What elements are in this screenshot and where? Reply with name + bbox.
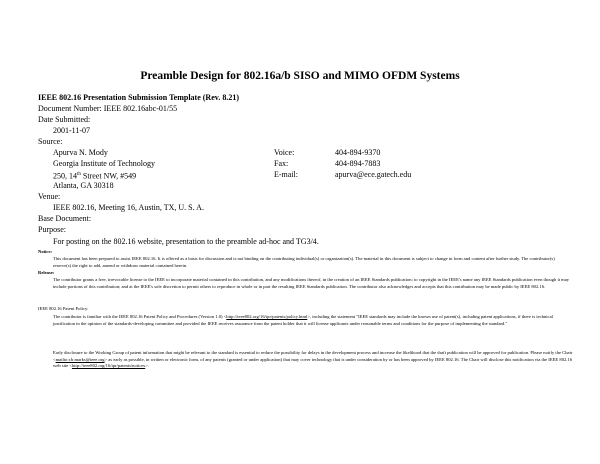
voice-value: 404-894-9370 bbox=[335, 148, 381, 157]
patent-policy-label: IEEE 802.16 Patent Policy: bbox=[38, 306, 89, 311]
source-city: Atlanta, GA 30318 bbox=[53, 181, 114, 190]
patent-policy-link[interactable]: http://ieee802.org/16/ipr/patents/policy.html bbox=[226, 314, 308, 319]
disclosure-text-1: Early disclosure to the Working Group of patent information that might be relevant to the standard is essential to reduce the possibility for delays in the development process and increase the likelihood that the draft publication will be approved for publication. Please notify the Chair < bbox=[53, 350, 573, 362]
venue-label: Venue: bbox=[38, 192, 61, 201]
address-superscript: th bbox=[77, 172, 81, 177]
source-organization: Georgia Institute of Technology bbox=[53, 159, 156, 168]
document-number: Document Number: IEEE 802.16abc-01/55 bbox=[38, 104, 178, 113]
email-value[interactable]: apurva@ece.gatech.edu bbox=[335, 170, 412, 179]
disclosure-text-2: > as early as possible, in written or electronic form, of any patents (granted or under application) that may cover technology that is under consideration by or has been approved by IEEE 802.16. The Chair will disclose this notification via the IEEE 802.16 web site < bbox=[53, 356, 573, 368]
venue-value: IEEE 802.16, Meeting 16, Austin, TX, U. S. A. bbox=[53, 203, 204, 212]
date-submitted-value: 2001-11-07 bbox=[53, 126, 91, 135]
release-label: Release: bbox=[38, 270, 55, 275]
address-number: 250, 14 bbox=[53, 171, 77, 181]
chair-email-link[interactable]: mailto:r.b.marks@ieee.org bbox=[55, 356, 105, 362]
template-title: IEEE 802.16 Presentation Submission Template (Rev. 8.21) bbox=[38, 93, 239, 102]
patent-text-2: >, including the statement "IEEE standards may include the known use of patent(s), including patent applications, if there is technical justification in the opinion of the standards-developing committee and provided the IEEE receives assurance from the patent holder that it will license applicants under reasonable terms and conditions for the purpose of implementing the standard." bbox=[53, 314, 553, 326]
voice-label: Voice: bbox=[274, 148, 295, 157]
address-street: Street NW, #549 bbox=[80, 171, 137, 181]
fax-value: 404-894-7883 bbox=[335, 159, 381, 168]
patent-policy-paragraph bbox=[53, 314, 573, 327]
patent-text-1: The contributor is familiar with the IEEE 802.16 Patent Policy and Procedures (Version 1.0) < bbox=[53, 314, 227, 319]
notice-text: This document has been prepared to assist IEEE 802.16. It is offered as a basis for discussion and is not binding on the contributing individual(s) or organization(s). The material in this document is subject to change in form and content after further study. The contributor(s) reserve(s) the right to add, amend or withdraw material contained herein. bbox=[53, 256, 555, 268]
base-document-label: Base Document: bbox=[38, 214, 92, 223]
fax-label: Fax: bbox=[274, 159, 289, 168]
notice-label: Notice: bbox=[38, 249, 53, 254]
source-label: Source: bbox=[38, 137, 63, 146]
patent-notices-link[interactable]: http://ieee802.org/16/ipr/patents/notices bbox=[71, 363, 146, 368]
date-submitted-label: Date Submitted: bbox=[38, 115, 91, 124]
source-name: Apurva N. Mody bbox=[53, 148, 108, 157]
release-text: The contributor grants a free, irrevocable license to the IEEE to incorporate material contained in this contribution, and any modifications thereof, in the creation of an IEEE Standards publication; to copyright in the IEEE's name any IEEE Standards publication even though it may include portions of this contribution; and at the IEEE's sole discretion to permit others to reproduce in whole or in part the resulting IEEE Standards publication. The contributor also acknowledges and accepts that this contribution may be made public by IEEE 802.16. bbox=[53, 277, 570, 289]
disclosure-text-3: >. bbox=[145, 363, 149, 368]
purpose-label: Purpose: bbox=[38, 225, 66, 234]
page-title: Preamble Design for 802.16a/b SISO and MIMO OFDM Systems bbox=[140, 70, 460, 82]
early-disclosure-paragraph bbox=[53, 350, 573, 370]
purpose-value: For posting on the 802.16 website, presentation to the preamble ad-hoc and TG3/4. bbox=[53, 237, 319, 246]
email-label: E-mail: bbox=[274, 170, 298, 179]
